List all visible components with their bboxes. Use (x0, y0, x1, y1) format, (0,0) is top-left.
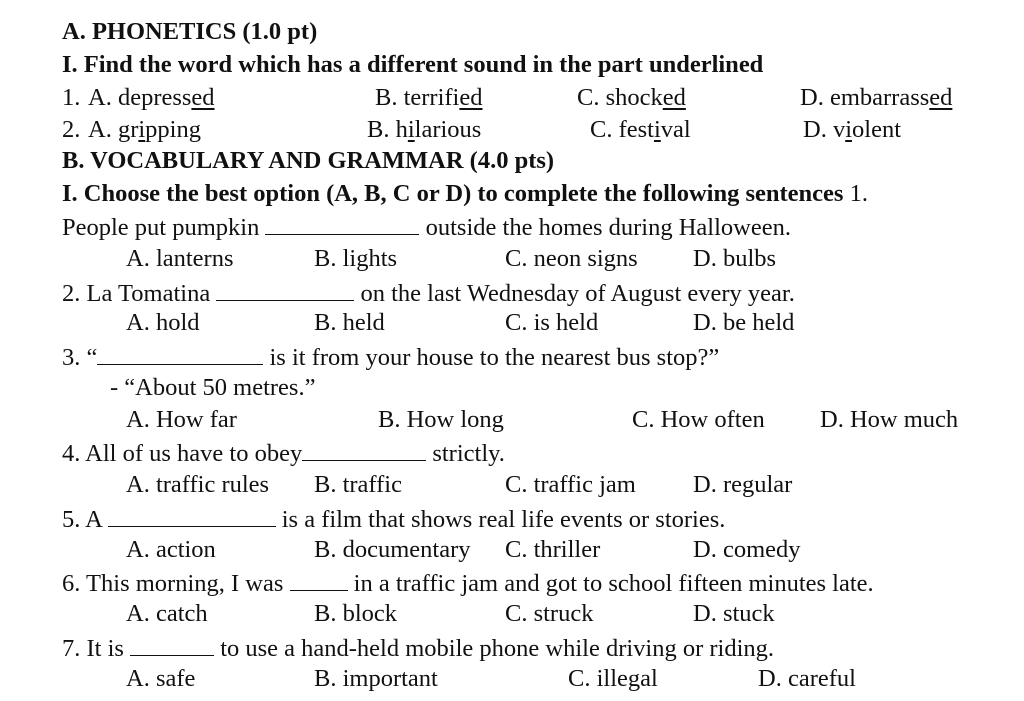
answer-blank[interactable] (290, 568, 348, 591)
section-a-title: A. PHONETICS (1.0 pt) (62, 18, 318, 45)
phonetics-q1-option-d: D. embarrassed (800, 84, 953, 111)
question-4-option-c: C. traffic jam (505, 471, 636, 498)
question-5-option-c: C. thriller (505, 536, 601, 563)
question-6-option-c: C. struck (505, 600, 594, 627)
phonetics-q2-option-d: D. violent (803, 116, 902, 143)
question-5-stem: 5. A is a film that shows real life events or stories. (62, 506, 726, 533)
answer-blank[interactable] (265, 212, 419, 235)
question-7-stem: 7. It is to use a hand-held mobile phone while driving or riding. (62, 635, 775, 662)
section-b-instruction: I. Choose the best option (A, B, C or D) to complete the following sentences 1. (62, 180, 868, 207)
question-1-option-d: D. bulbs (693, 245, 777, 272)
phonetics-q1-option-a: A. depressed (88, 84, 215, 111)
question-3-option-a: A. How far (126, 406, 237, 433)
question-6-option-a: A. catch (126, 600, 208, 627)
question-6-stem: 6. This morning, I was in a traffic jam and got to school fifteen minutes late. (62, 570, 874, 597)
question-3-option-b: B. How long (378, 406, 504, 433)
question-4-option-b: B. traffic (314, 471, 402, 498)
question-1-stem: People put pumpkin outside the homes during Halloween. (62, 214, 791, 241)
phonetics-q1-number: 1. (62, 84, 81, 111)
question-2-stem: 2. La Tomatina on the last Wednesday of August every year. (62, 280, 795, 307)
phonetics-q2-option-b: B. hilarious (367, 116, 482, 143)
question-2-option-a: A. hold (126, 309, 200, 336)
question-5-option-a: A. action (126, 536, 216, 563)
question-2-option-d: D. be held (693, 309, 795, 336)
phonetics-q2-number: 2. (62, 116, 81, 143)
answer-blank[interactable] (97, 342, 263, 365)
question-4-option-d: D. regular (693, 471, 793, 498)
phonetics-q2-option-c: C. festival (590, 116, 691, 143)
question-4-stem: 4. All of us have to obey strictly. (62, 440, 505, 467)
phonetics-q2-option-a: A. gripping (88, 116, 201, 143)
question-7-option-a: A. safe (126, 665, 196, 692)
question-2-option-b: B. held (314, 309, 385, 336)
question-5-option-b: B. documentary (314, 536, 471, 563)
question-1-option-c: C. neon signs (505, 245, 638, 272)
question-3-option-d: D. How much (820, 406, 959, 433)
question-3-stem: 3. “ is it from your house to the nearest bus stop?” (62, 344, 720, 371)
section-b-title: B. VOCABULARY AND GRAMMAR (4.0 pts) (62, 147, 555, 174)
question-6-option-d: D. stuck (693, 600, 775, 627)
answer-blank[interactable] (130, 633, 214, 656)
question-1-option-a: A. lanterns (126, 245, 234, 272)
question-3-option-c: C. How often (632, 406, 765, 433)
question-6-option-b: B. block (314, 600, 398, 627)
question-1-option-b: B. lights (314, 245, 398, 272)
phonetics-q1-option-b: B. terrified (375, 84, 483, 111)
question-3-answer: - “About 50 metres.” (110, 374, 316, 401)
answer-blank[interactable] (216, 278, 354, 301)
question-7-option-c: C. illegal (568, 665, 658, 692)
question-5-option-d: D. comedy (693, 536, 801, 563)
phonetics-q1-option-c: C. shocked (577, 84, 686, 111)
question-7-option-d: D. careful (758, 665, 856, 692)
answer-blank[interactable] (302, 438, 426, 461)
answer-blank[interactable] (108, 504, 276, 527)
question-7-option-b: B. important (314, 665, 438, 692)
question-2-option-c: C. is held (505, 309, 599, 336)
question-4-option-a: A. traffic rules (126, 471, 270, 498)
section-a-instruction: I. Find the word which has a different sound in the part underlined (62, 51, 764, 78)
